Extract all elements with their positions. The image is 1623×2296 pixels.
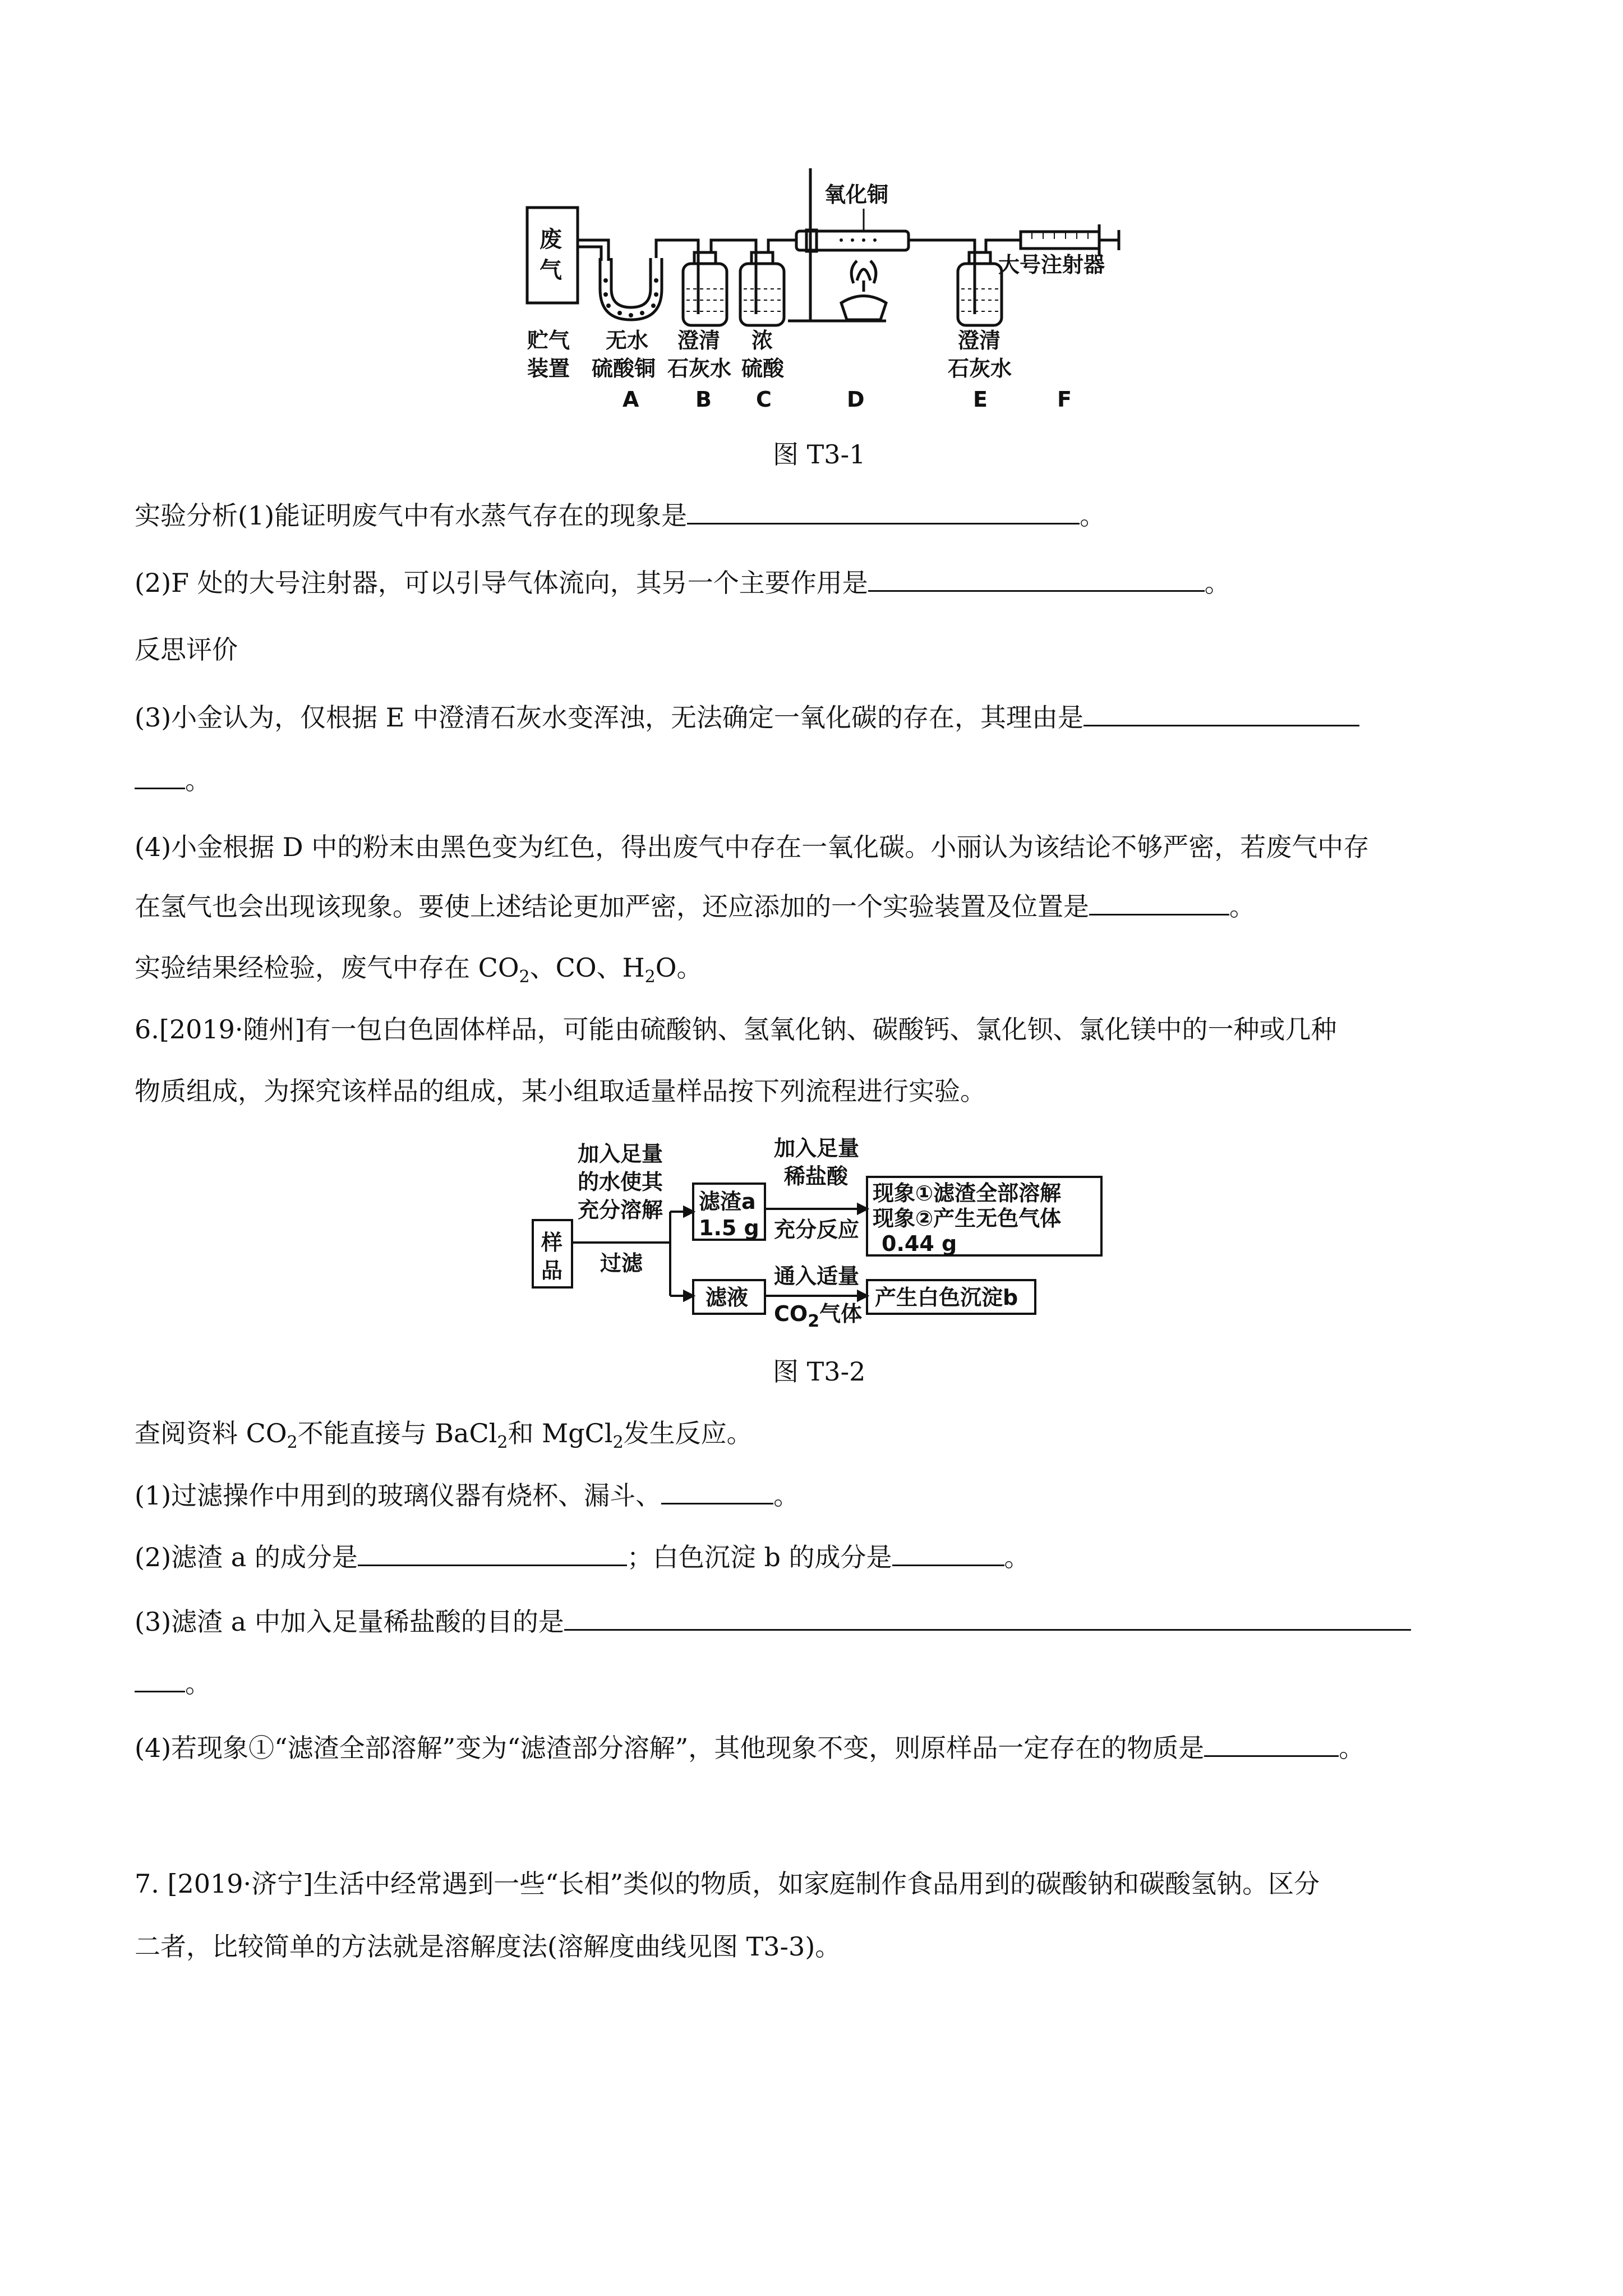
reflection-heading: 反思评价 [135,634,238,665]
b-label-1: 澄清 [677,328,721,353]
acid-line2: 稀盐酸 [784,1164,849,1189]
storage-box-char1: 废 [540,227,562,252]
storage-box-char2: 气 [540,257,562,283]
storage-label-1: 贮气 [527,328,570,353]
letter-a: A [623,387,639,412]
q7-line1: 7. [2019·济宁]生活中经常遇到一些“长相”类似的物质，如家庭制作食品用到的碳酸钠和碳酸氢钠。区分 [135,1869,1320,1899]
c-label-1: 浓 [751,328,773,353]
answer-blank[interactable] [358,1540,627,1566]
q5-part1: 实验分析(1)能证明废气中有水蒸气存在的现象是 。 [135,498,1105,532]
syringe-label: 大号注射器 [998,252,1105,277]
q5-part2: (2)F 处的大号注射器，可以引导气体流向，其另一个主要作用是 。 [135,565,1230,600]
q7-line2: 二者，比较简单的方法就是溶解度法(溶解度曲线见图 T3-3)。 [135,1931,841,1962]
figure-caption-t3-1: 图 T3-1 [773,439,866,470]
q5-part4-line2: 在氢气也会出现该现象。要使上述结论更加严密，还应添加的一个实验装置及位置是 。 [135,889,1255,923]
answer-blank[interactable] [868,565,1205,592]
figure-t3-1 [505,168,1122,426]
q6-part1: (1)过滤操作中用到的玻璃仪器有烧杯、漏斗、 。 [135,1478,799,1512]
filter-label: 过滤 [600,1251,643,1276]
phenomenon-line1: 现象①滤渣全部溶解 [873,1181,1062,1205]
phenomenon-line3: 0.44 g [882,1231,957,1256]
step1-line1: 加入足量 [578,1142,663,1166]
q6-part3: (3)滤渣 a 中加入足量稀盐酸的目的是 [135,1604,1411,1639]
co2-bottom: $CO_2$气体 [774,1301,863,1329]
filtrate-label: 滤液 [706,1285,749,1310]
residue-line2: 1.5 g [699,1216,759,1240]
residue-line1: 滤渣a [699,1189,756,1214]
sample-char1: 样 [541,1230,563,1255]
letter-c: C [756,387,772,412]
e-label-2: 石灰水 [948,356,1012,381]
q6-line1: 6.[2019·随州]有一包白色固体样品，可能由硫酸钠、氢氧化钠、碳酸钙、氯化钡、氯化镁中的一种或几种 [135,1014,1337,1045]
b-label-2: 石灰水 [667,356,732,381]
answer-blank[interactable] [661,1478,773,1504]
answer-blank[interactable] [892,1540,1004,1566]
sample-char2: 品 [541,1258,563,1283]
answer-blank[interactable] [135,763,185,789]
q5-result: 实验结果经检验，废气中存在 $CO_2$、CO、$H_2O$。 [135,953,703,987]
letter-e: E [973,387,988,412]
step1-line2: 的水使其 [578,1170,663,1194]
letter-b: B [695,387,712,412]
copper-oxide-label: 氧化铜 [824,182,889,207]
q5-part3: (3)小金认为，仅根据 E 中澄清石灰水变浑浊，无法确定一氧化碳的存在，其理由是 [135,700,1359,734]
figure-caption-t3-2: 图 T3-2 [773,1356,866,1387]
a-label-2: 硫酸铜 [592,356,656,381]
q5-part4-line1: (4)小金根据 D 中的粉末由黑色变为红色，得出废气中存在一氧化碳。小丽认为该结论不够严密，若废气中存 [135,832,1370,862]
letter-f: F [1057,387,1072,412]
acid-line1: 加入足量 [774,1136,860,1161]
figure-t3-2 [527,1128,1122,1329]
q6-part2: (2)滤渣 a 的成分是 ；白色沉淀 b 的成分是 。 [135,1540,1030,1574]
c-label-2: 硫酸 [741,356,785,381]
q6-line2: 物质组成，为探究该样品的组成，某小组取适量样品按下列流程进行实验。 [135,1076,986,1106]
e-label-1: 澄清 [958,328,1001,353]
q6-part4: (4)若现象①“滤渣全部溶解”变为“滤渣部分溶解”，其他现象不变，则原样品一定存在的物质是 。 [135,1731,1364,1765]
answer-blank[interactable] [564,1604,1411,1631]
react-label: 充分反应 [774,1217,860,1242]
co2-top: 通入适量 [774,1264,860,1289]
phenomenon-line2: 现象②产生无色气体 [873,1206,1062,1231]
q6-part3-cont: 。 [135,1666,211,1700]
answer-blank[interactable] [1089,889,1229,915]
letter-d: D [847,387,865,412]
answer-blank[interactable] [135,1666,185,1692]
precipitate-label: 产生白色沉淀b [875,1285,1018,1310]
answer-blank[interactable] [1083,700,1359,726]
answer-blank[interactable] [687,498,1080,524]
q5-part3-cont: 。 [135,763,211,797]
step1-line3: 充分溶解 [578,1198,663,1222]
q6-info: 查阅资料 $CO_2$不能直接与 BaCl$_2$和 MgCl$_2$发生反应。 [135,1418,753,1453]
answer-blank[interactable] [1204,1731,1339,1757]
a-label-1: 无水 [606,328,649,353]
storage-label-2: 装置 [527,356,570,381]
